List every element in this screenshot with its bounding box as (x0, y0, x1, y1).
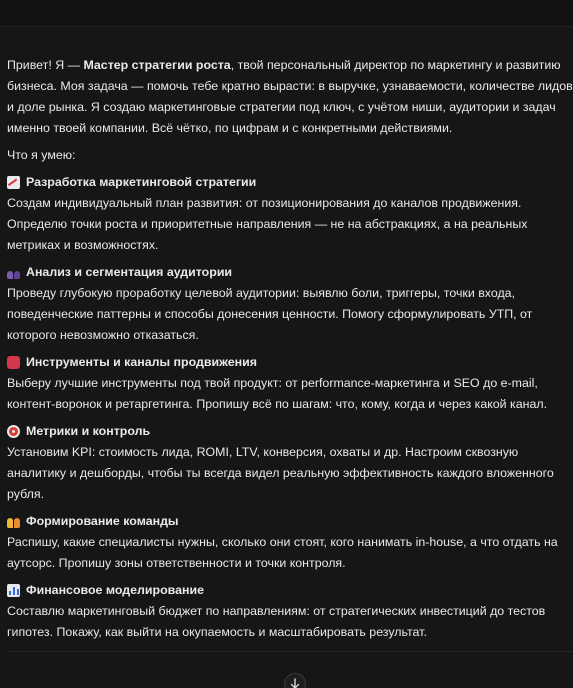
section-title (7, 511, 573, 532)
skills-heading: Что я умею: (7, 148, 76, 162)
section-title-text: Финансовое моделирование (26, 583, 204, 597)
intro-text: , твой персональный директор по маркетингу и развитию бизнеса. Моя задача — помочь тебе кратно вырасти: в выручке, узнаваемости, количестве лидов и доле рынка. Я создаю маркетинговые стратегии под ключ, с учётом ниши, аудитории и задач именно твоей компании. Всё чётко, по цифрам и с конкретными действиями. (7, 58, 573, 135)
section-metrics (7, 421, 573, 505)
section-title (7, 421, 573, 442)
section-team (7, 511, 573, 574)
section-title-text: Метрики и контроль (26, 424, 151, 438)
team-icon (7, 515, 20, 528)
toolbox-icon (7, 356, 20, 369)
section-audience (7, 262, 573, 346)
top-bar (0, 0, 573, 27)
section-title (7, 352, 573, 373)
section-title (7, 262, 573, 283)
chart-increasing-icon (7, 176, 20, 189)
section-title (7, 580, 573, 601)
section-title-text: Формирование команды (26, 514, 179, 528)
section-body: Распишу, какие специалисты нужны, сколько они стоят, кого нанимать in-house, а что отдать на аутсорс. Пропишу зоны ответственности и точки контроля. (7, 535, 558, 570)
section-finance (7, 580, 573, 643)
section-title-text: Инструменты и каналы продвижения (26, 355, 257, 369)
section-title (7, 172, 573, 193)
section-channels (7, 352, 573, 415)
assistant-message (7, 55, 573, 649)
section-strategy (7, 172, 573, 256)
section-body: Создам индивидуальный план развития: от позиционирования до каналов продвижения. Определю точки роста и приоритетные направления — не на абстракциях, а на реальных метриках и возможностях. (7, 196, 528, 252)
target-icon (7, 425, 20, 438)
divider (7, 651, 573, 652)
arrow-down-icon (290, 678, 300, 688)
bar-chart-icon (7, 584, 20, 597)
section-title-text: Разработка маркетинговой стратегии (26, 175, 257, 189)
people-icon (7, 266, 20, 279)
scroll-to-bottom-button[interactable] (284, 673, 306, 688)
section-title-text: Анализ и сегментация аудитории (26, 265, 233, 279)
assistant-name: Мастер стратегии роста (83, 58, 231, 72)
intro-greeting: Привет! Я — (7, 58, 84, 72)
section-body: Составлю маркетинговый бюджет по направлениям: от стратегических инвестиций до тестов гипотез. Покажу, как выйти на окупаемость и масштабировать результат. (7, 604, 546, 639)
section-body: Установим KPI: стоимость лида, ROMI, LTV, конверсия, охваты и др. Настроим сквозную аналитику и дешборды, чтобы ты всегда видел реальную эффективность каждого вложенного рубля. (7, 445, 554, 501)
section-body: Проведу глубокую проработку целевой аудитории: выявлю боли, триггеры, точки входа, поведенческие паттерны и способы донесения ценности. Помогу сформулировать УТП, от которого невозможно отказаться. (7, 286, 533, 342)
section-body: Выберу лучшие инструменты под твой продукт: от performance-маркетинга и SEO до e-mail, контент-воронок и ретаргетинга. Пропишу всё по шагам: что, кому, когда и через какой канал. (7, 376, 548, 411)
intro-paragraph (7, 55, 573, 139)
